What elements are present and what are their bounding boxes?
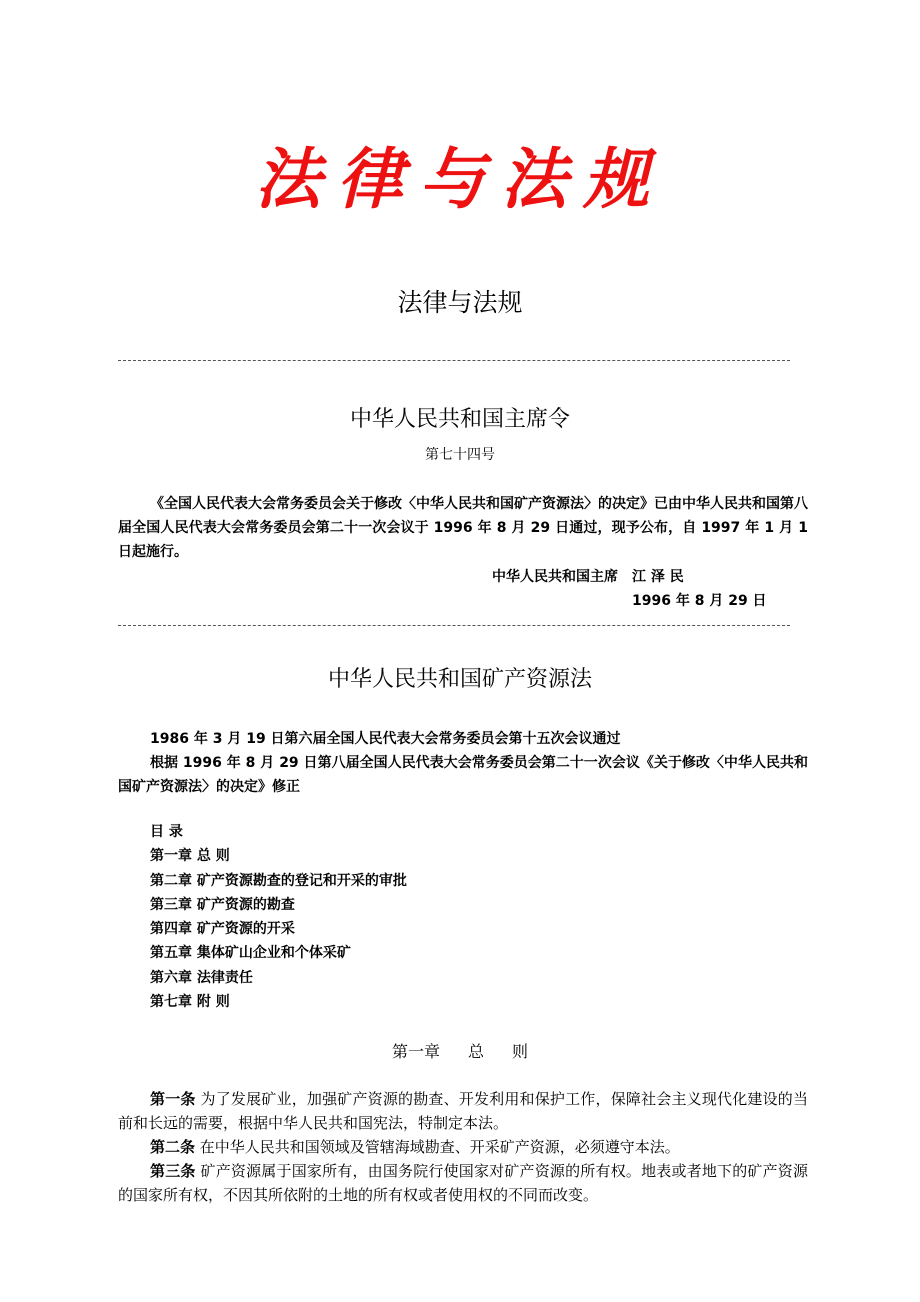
article-text: 矿产资源属于国家所有，由国务院行使国家对矿产资源的所有权。地表或者地下的矿产资源的国家所有权，不因其所依附的土地的所有权或者使用权的不同而改变。 xyxy=(118,1162,808,1204)
article-text: 在中华人民共和国领域及管辖海域勘查、开采矿产资源，必须遵守本法。 xyxy=(199,1138,680,1156)
toc-item: 第一章 总 则 xyxy=(150,848,230,865)
toc-item: 第五章 集体矿山企业和个体采矿 xyxy=(150,945,351,962)
page-title: 法律与法规 xyxy=(397,288,523,317)
separator-line xyxy=(118,360,790,361)
chapter-title-char: 总 xyxy=(467,1042,484,1061)
chapter-number: 第一章 xyxy=(391,1042,440,1061)
order-date: 1996 年 8 月 29 日 xyxy=(632,593,767,609)
article-label: 第三条 xyxy=(150,1162,196,1180)
article-label: 第二条 xyxy=(150,1138,196,1156)
toc-item: 第三章 矿产资源的勘查 xyxy=(150,896,295,913)
article-3 xyxy=(118,1159,808,1207)
toc-title: 目 录 xyxy=(150,824,183,840)
article-text: 为了发展矿业，加强矿产资源的勘查、开发利用和保护工作，保障社会主义现代化建设的当前和长远的需要，根据中华人民共和国宪法，特制定本法。 xyxy=(118,1090,808,1132)
toc-item: 第二章 矿产资源勘查的登记和开采的审批 xyxy=(150,872,407,889)
order-heading: 中华人民共和国主席令 xyxy=(349,407,570,432)
order-number: 第七十四号 xyxy=(425,447,495,463)
law-amended: 根据 1996 年 8 月 29 日第八届全国人民代表大会常务委员会第二十一次会议《关于修改〈中华人民共和国矿产资源法〉的决定》修正 xyxy=(118,755,808,795)
banner-title: 法律与法规 xyxy=(255,140,665,218)
chapter-title-char: 则 xyxy=(512,1042,529,1061)
toc-item: 第七章 附 则 xyxy=(150,994,230,1011)
toc-item: 第六章 法律责任 xyxy=(150,969,253,986)
order-body: 《全国人民代表大会常务委员会关于修改〈中华人民共和国矿产资源法〉的决定》已由中华人民共和国第八届全国人民代表大会常务委员会第二十一次会议于 1996 年 8 月 29 日通过，现予公布，自 1997 年 1 月 1 日起施行。 xyxy=(118,496,808,560)
article-1 xyxy=(118,1087,808,1135)
separator-line xyxy=(118,625,790,626)
article-label: 第一条 xyxy=(150,1090,196,1108)
chapter-heading xyxy=(0,1039,920,1065)
table-of-contents xyxy=(150,820,407,1014)
article-2 xyxy=(118,1135,808,1159)
toc-item: 第四章 矿产资源的开采 xyxy=(150,921,295,938)
order-signer: 中华人民共和国主席 江 泽 民 xyxy=(492,569,684,585)
law-adopted: 1986 年 3 月 19 日第六届全国人民代表大会常务委员会第十五次会议通过 xyxy=(150,731,621,747)
law-heading: 中华人民共和国矿产资源法 xyxy=(327,667,592,692)
